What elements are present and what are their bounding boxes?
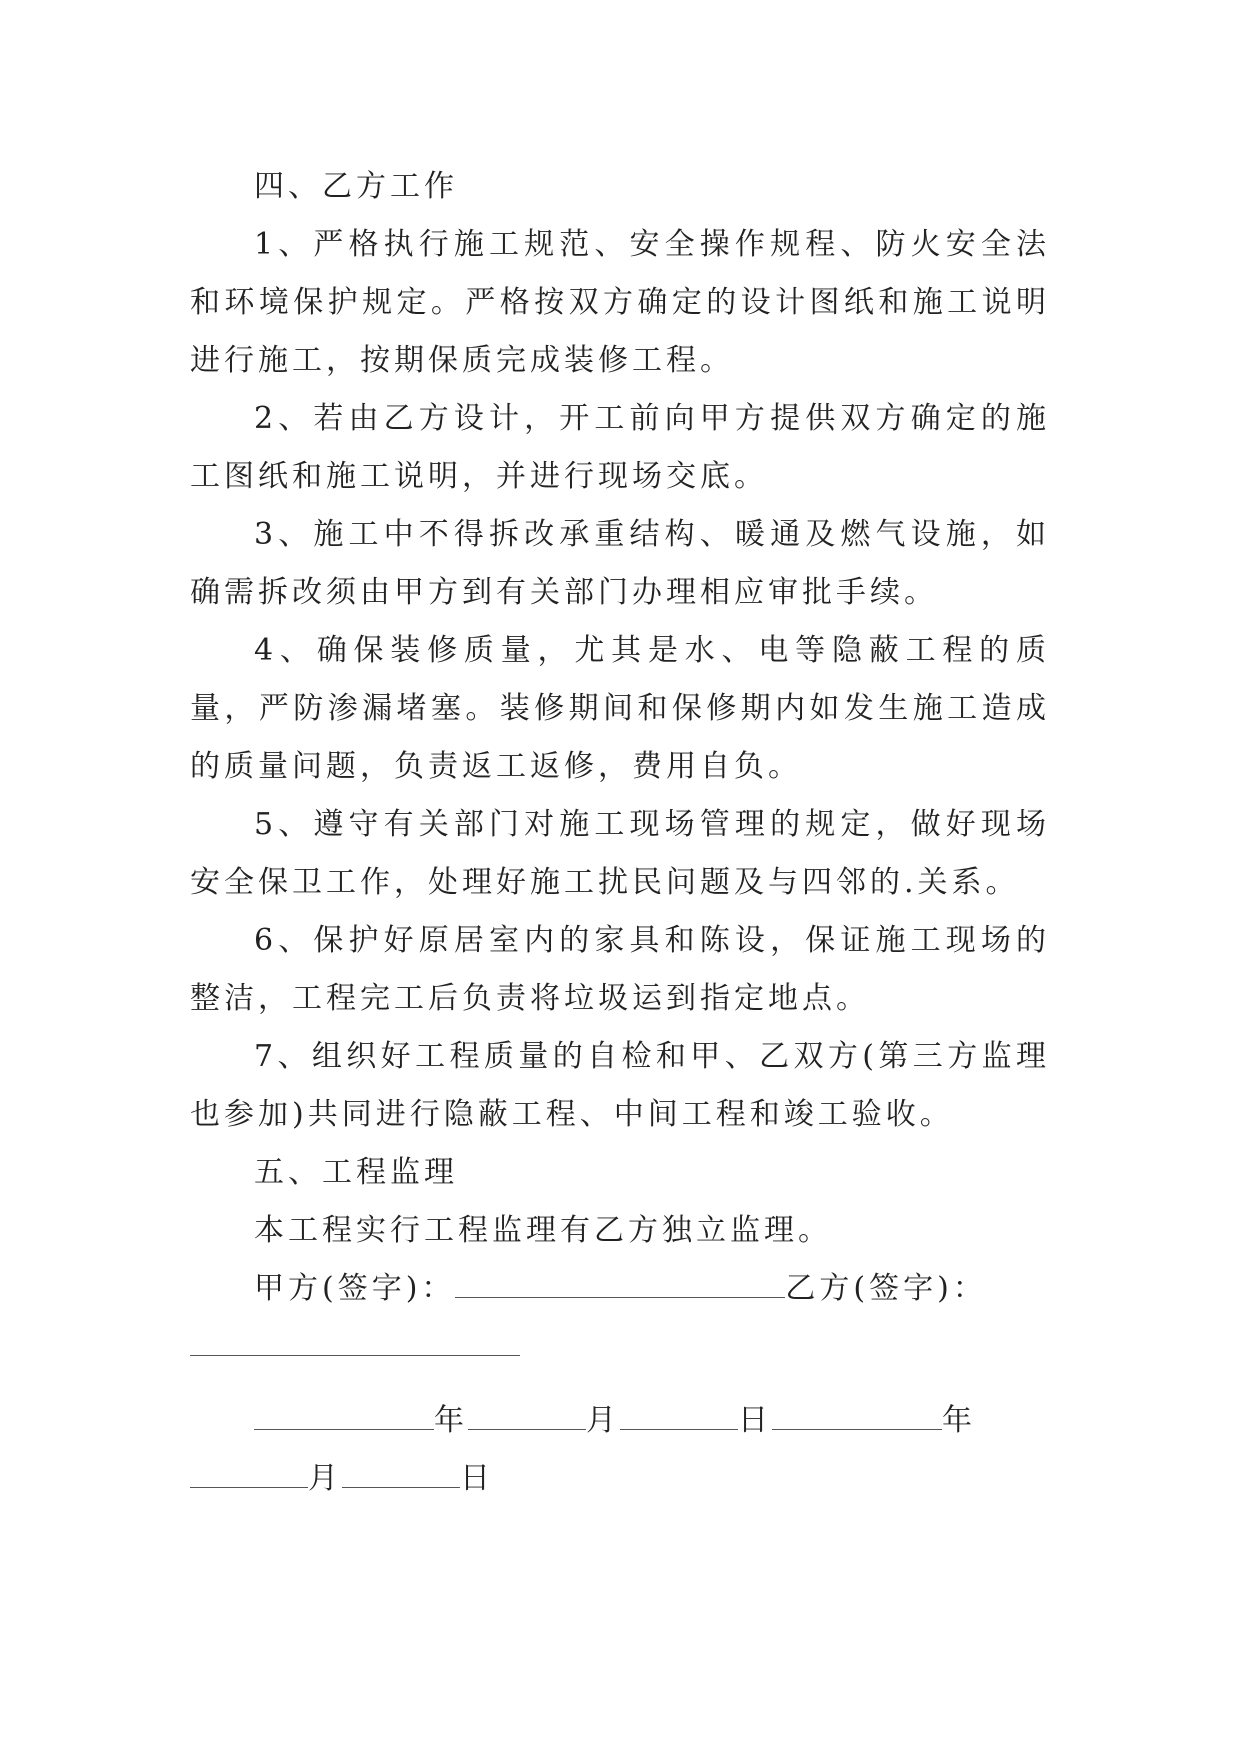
day-label: 日 <box>738 1403 772 1438</box>
clause-2: 2、若由乙方设计，开工前向甲方提供双方确定的施工图纸和施工说明，并进行现场交底。 <box>190 401 1050 494</box>
supervision-text: 本工程实行工程监理有乙方独立监理。 <box>254 1213 832 1248</box>
party-a-day-field[interactable] <box>620 1395 738 1430</box>
party-b-signature-field[interactable] <box>190 1321 520 1356</box>
month-label: 月 <box>308 1461 342 1496</box>
party-b-day-field[interactable] <box>342 1453 460 1488</box>
date-line <box>190 1392 1050 1450</box>
party-b-label: 乙方(签字)： <box>785 1271 987 1306</box>
clause-5: 5、遵守有关部门对施工现场管理的规定，做好现场安全保卫工作，处理好施工扰民问题及与四邻的.关系。 <box>190 807 1050 900</box>
signature-line <box>190 1260 1050 1318</box>
date-line-continued <box>190 1450 1050 1508</box>
document-page <box>190 158 1050 1508</box>
party-a-signature-field[interactable] <box>455 1263 785 1298</box>
day-label: 日 <box>460 1461 494 1496</box>
party-a-month-field[interactable] <box>468 1395 586 1430</box>
clause-7: 7、组织好工程质量的自检和甲、乙双方(第三方监理也参加)共同进行隐蔽工程、中间工程和竣工验收。 <box>190 1039 1050 1132</box>
party-b-year-field[interactable] <box>772 1395 942 1430</box>
section-heading-4: 四、乙方工作 <box>254 169 458 204</box>
party-b-month-field[interactable] <box>190 1453 308 1488</box>
spacer <box>190 1376 1050 1392</box>
clause-4: 4、确保装修质量，尤其是水、电等隐蔽工程的质量，严防渗漏堵塞。装修期间和保修期内如发生施工造成的质量问题，负责返工返修，费用自负。 <box>190 633 1050 784</box>
party-a-year-field[interactable] <box>254 1395 434 1430</box>
signature-line-continued <box>190 1318 1050 1376</box>
year-label: 年 <box>942 1403 976 1438</box>
party-a-label: 甲方(签字)： <box>254 1271 456 1306</box>
year-label: 年 <box>434 1403 468 1438</box>
clause-3: 3、施工中不得拆改承重结构、暖通及燃气设施，如确需拆改须由甲方到有关部门办理相应审批手续。 <box>190 517 1050 610</box>
clause-1: 1、严格执行施工规范、安全操作规程、防火安全法和环境保护规定。严格按双方确定的设计图纸和施工说明进行施工，按期保质完成装修工程。 <box>190 227 1050 378</box>
section-heading-5: 五、工程监理 <box>254 1155 458 1190</box>
clause-6: 6、保护好原居室内的家具和陈设，保证施工现场的整洁，工程完工后负责将垃圾运到指定地点。 <box>190 923 1050 1016</box>
month-label: 月 <box>586 1403 620 1438</box>
